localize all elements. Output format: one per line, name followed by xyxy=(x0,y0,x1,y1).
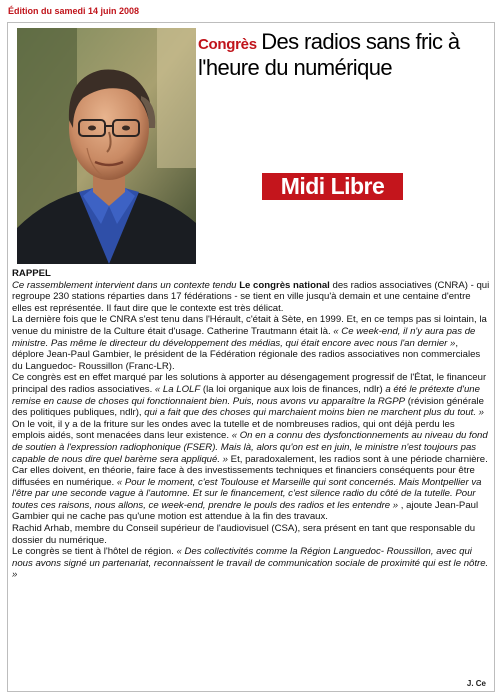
paragraph-text: (révision générale des politiques publiques, ndlr), xyxy=(12,395,484,419)
quote: « Ce week-end, il n'y aura pas de ministre. Pas même le directeur du développement des médias, qui était encore avec nous l'an dernier » xyxy=(12,325,476,349)
edition-date: Édition du samedi 14 juin 2008 xyxy=(8,6,140,16)
headline xyxy=(198,30,492,82)
paragraph-text: Et, paradoxalement, les radios sont à une période charnière. Car elles doivent, en théorie, faire face à des investissements techniques et financiers conséquents pour être diffusées en numérique. xyxy=(12,453,488,488)
paragraph-text: , déplore Jean-Paul Gambier, le président de la Fédération régionale des radios associatives non commerciales du Languedoc- Roussillon (Franc-LR). xyxy=(12,337,481,372)
article-paragraph xyxy=(12,314,490,372)
article-body xyxy=(12,268,490,581)
headline-kicker: Congrès xyxy=(198,36,257,53)
portrait-illustration xyxy=(17,28,196,264)
article-paragraph: Rachid Arhab, membre du Conseil supérieur de l'audiovisuel (CSA), sera présent en tant que responsable du dossier du numérique. xyxy=(12,523,476,546)
quote: « On en a connu des dysfonctionnements au niveau du fond de soutien à l'expression radiophonique (FSER). Mais là, alors qu'on est en juin, le ministre n'est toujours pas capable de nous dire quel barème sera appliqué. » xyxy=(12,430,488,465)
paragraph-text: (la loi organique aux lois de finances, ndlr) xyxy=(200,383,386,395)
paragraph-text: , ajoute Jean-Paul Gambier qui ne cache pas qu'une motion est attendue à la fin des travaux. xyxy=(12,499,479,523)
headline-title: Des radios sans fric à l'heure du numérique xyxy=(198,29,460,80)
article-paragraph xyxy=(12,546,490,581)
intro-text: des radios associatives (CNRA) - qui regroupe 230 stations réparties dans 17 fédérations - se tient en ville jusqu'à demain et une centaine d'entre elles est représentée. Il faut dire que le contexte est très délicat. xyxy=(12,279,490,314)
quote: « Pour le moment, c'est Toulouse et Marseille qui sont concernés. Mais Montpellier va l'être par une seconde vague à l'automne. Et sur le financement, c'est silence radio du côté de la tutelle. Pour toutes ces raisons, nous allons, ce week-end, prendre le pouls des radios et les entendre » xyxy=(12,476,482,511)
article-rubric: RAPPEL xyxy=(12,268,51,279)
article-paragraph xyxy=(12,372,490,523)
author-signature: J. Ce xyxy=(466,679,486,688)
quote: a été le prétexte d'une remise en cause de choses qui fonctionnaient bien. Puis, nous avons vu apparaître la RGPP xyxy=(12,383,480,407)
article-paragraph xyxy=(12,280,490,315)
paragraph-text: On le voit, il y a de la friture sur les ondes avec la tutelle et de nombreuses radios, qui ont déjà perdu les emplois aidés, sont menacées dans leur existence. xyxy=(12,418,455,442)
portrait-photo xyxy=(17,28,196,264)
quote: qui a fait que des choses qui marchaient moins bien ne marchent plus du tout. » xyxy=(144,407,484,419)
intro-italic: Ce rassemblement intervient dans un contexte tendu xyxy=(12,279,237,291)
quote: « La LOLF xyxy=(154,383,201,395)
paragraph-text: Ce congrès est en effet marqué par les solutions à apporter au désengagement progressif de l'État, le financeur principal des radios associatives. xyxy=(12,372,487,395)
paragraph-text: La dernière fois que le CNRA s'est tenu dans l'Hérault, c'était à Sète, en 1999. Et, en ce temps pas si lointain, la venue du ministre de la Culture était d'usage. Catherine Trautmann était là. xyxy=(12,314,487,337)
midi-libre-logo: Midi Libre xyxy=(262,173,403,200)
quote: « Des collectivités comme la Région Languedoc- Roussillon, avec qui nous avons signé un partenariat, reconnaissent le travail de communication sociale de proximité qui est le nôtre. » xyxy=(12,546,489,581)
paragraph-text: Le congrès se tient à l'hôtel de région. xyxy=(12,546,177,558)
intro-bold: Le congrès national xyxy=(236,279,330,291)
